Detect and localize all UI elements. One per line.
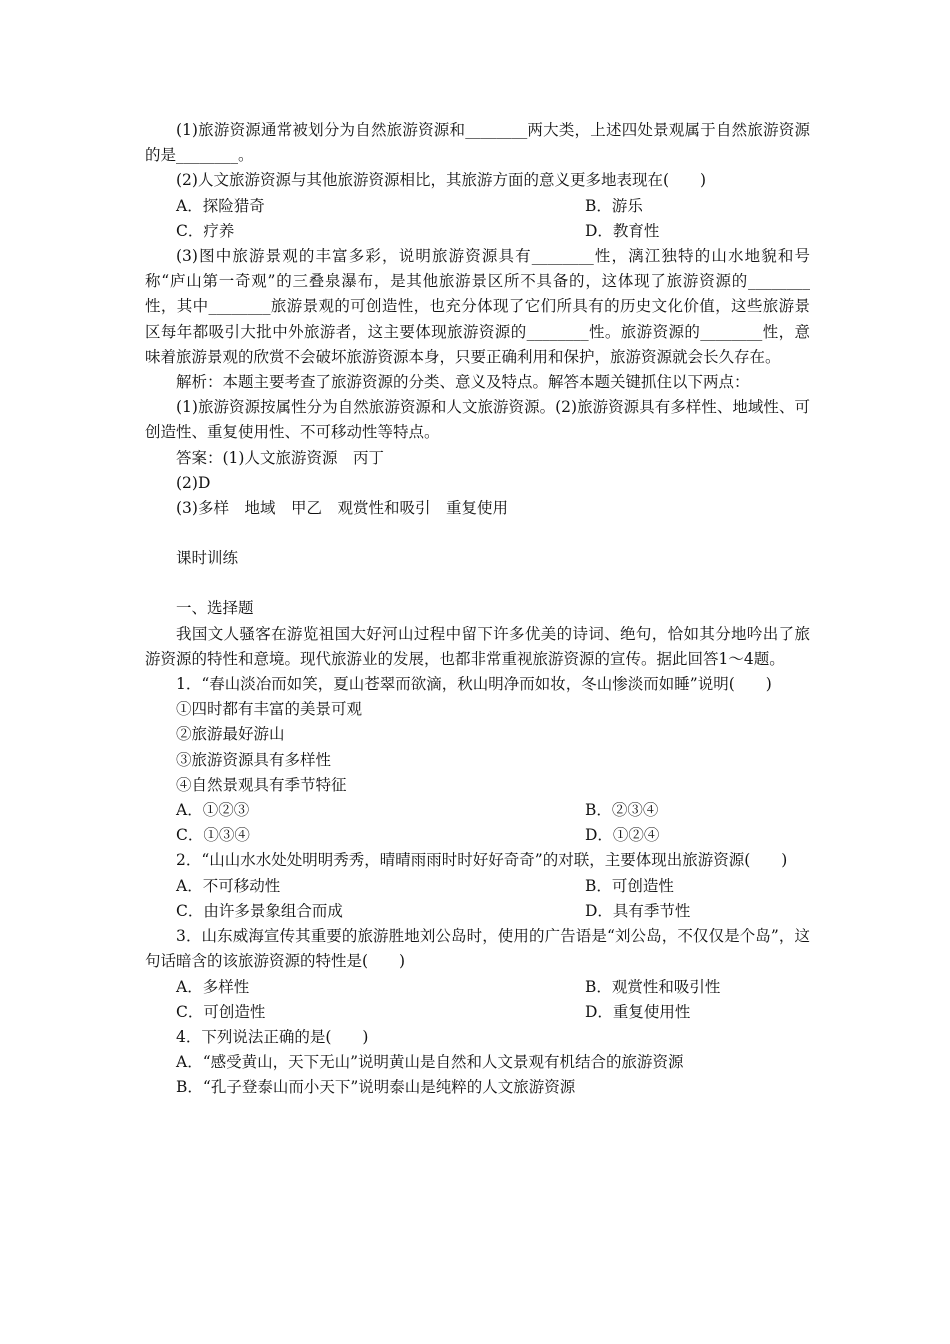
option-row <box>145 219 810 244</box>
option-d: D．具有季节性 <box>585 901 691 920</box>
analysis-line: 解析：本题主要考查了旅游资源的分类、意义及特点。解答本题关键抓住以下两点： <box>176 373 750 392</box>
option-d: D．重复使用性 <box>585 1002 691 1021</box>
part-title: 一、选择题 <box>176 599 254 618</box>
analysis-detail: (1)旅游资源按属性分为自然旅游资源和人文旅游资源。(2)旅游资源具有多样性、地域性、可创造性、重复使用性、不可移动性等特点。 <box>145 398 810 442</box>
sub-question-3: (3)图中旅游景观的丰富多彩，说明旅游资源具有________性，漓江独特的山水地貌和号称“庐山第一奇观”的三叠泉瀑布，是其他旅游景区所不具备的，这体现了旅游资源的________性，其中________旅游景观的可创造性，也充分体现了它们所具有的历史文化价值，这些旅游景区每年都吸引大批中外旅游者，这主要体现旅游资源的________性。旅游资源的________性，意味着旅游景观的欣赏不会破坏旅游资源本身，只要正确利用和保护，旅游资源就会长久存在。 <box>145 247 810 366</box>
option-row <box>145 823 810 848</box>
option-c: C．疗养 <box>176 221 235 240</box>
option-b: B．观赏性和吸引性 <box>585 977 721 996</box>
option-c: C．可创造性 <box>176 1002 266 1021</box>
option-a: A．不可移动性 <box>176 876 281 895</box>
option-b: B．“孔子登泰山而小天下”说明泰山是纯粹的人文旅游资源 <box>176 1078 576 1097</box>
sub-question-2: (2)人文旅游资源与其他旅游资源相比，其旅游方面的意义更多地表现在( ) <box>176 171 707 190</box>
option-c: C．①③④ <box>176 826 250 845</box>
document-page <box>145 118 810 1101</box>
option-c: C．由许多景象组合而成 <box>176 901 343 920</box>
question-2-stem: 2．“山山水水处处明明秀秀，晴晴雨雨时时好好奇奇”的对联，主要体现出旅游资源( ) <box>176 851 788 870</box>
option-row <box>145 899 810 924</box>
question-1-stem: 1．“春山淡冶而如笑，夏山苍翠而欲滴，秋山明净而如妆，冬山惨淡而如睡”说明( ) <box>176 675 772 694</box>
statement: ③旅游资源具有多样性 <box>176 750 332 769</box>
option-row <box>145 874 810 899</box>
answer-line: 答案：(1)人文旅游资源 丙丁 <box>176 448 384 467</box>
option-row <box>145 194 810 219</box>
option-b: B．可创造性 <box>585 876 674 895</box>
option-a: A．探险猎奇 <box>176 196 265 215</box>
statement: ④自然景观具有季节特征 <box>176 775 347 794</box>
question-4-stem: 4．下列说法正确的是( ) <box>176 1027 369 1046</box>
option-row <box>145 1000 810 1025</box>
section-title: 课时训练 <box>176 549 239 568</box>
option-a: A．①②③ <box>176 801 250 820</box>
option-row <box>145 798 810 823</box>
sub-question-1: (1)旅游资源通常被划分为自然旅游资源和________两大类，上述四处景观属于自然旅游资源的是________。 <box>145 121 810 165</box>
option-a: A．多样性 <box>176 977 250 996</box>
option-a: A．“感受黄山，天下无山”说明黄山是自然和人文景观有机结合的旅游资源 <box>176 1053 684 1072</box>
statement: ①四时都有丰富的美景可观 <box>176 700 363 719</box>
option-d: D．教育性 <box>585 221 660 240</box>
answer-line: (2)D <box>176 473 211 492</box>
intro-paragraph: 我国文人骚客在游览祖国大好河山过程中留下许多优美的诗词、绝句，恰如其分地吟出了旅游资源的特性和意境。现代旅游业的发展，也都非常重视旅游资源的宣传。据此回答1～4题。 <box>145 624 810 668</box>
statement: ②旅游最好游山 <box>176 725 285 744</box>
answer-line: (3)多样 地域 甲乙 观赏性和吸引 重复使用 <box>176 499 508 518</box>
option-b: B．②③④ <box>585 801 659 820</box>
option-row <box>145 975 810 1000</box>
question-3-stem: 3．山东威海宣传其重要的旅游胜地刘公岛时，使用的广告语是“刘公岛，不仅仅是个岛”，这句话暗含的该旅游资源的特性是( ) <box>145 927 810 971</box>
option-b: B．游乐 <box>585 196 643 215</box>
option-d: D．①②④ <box>585 826 660 845</box>
